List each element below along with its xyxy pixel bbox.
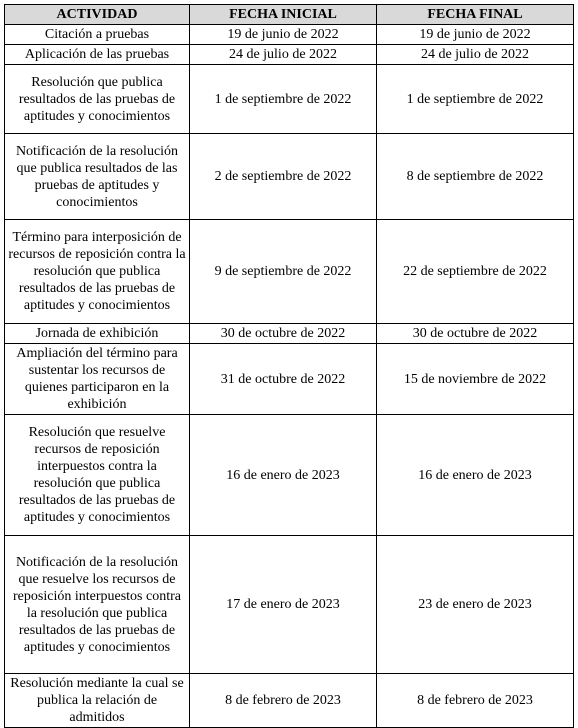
start-date-cell: 24 de julio de 2022 [190, 45, 377, 65]
end-date-cell: 23 de enero de 2023 [377, 536, 574, 674]
start-date-cell: 9 de septiembre de 2022 [190, 220, 377, 324]
activity-cell: Resolución que publica resultados de las pruebas de aptitudes y conocimientos [5, 65, 190, 134]
activity-cell: Citación a pruebas [5, 25, 190, 45]
start-date-cell: 1 de septiembre de 2022 [190, 65, 377, 134]
table-row [5, 134, 574, 220]
end-date-cell: 8 de febrero de 2023 [377, 674, 574, 728]
header-fecha-final: FECHA FINAL [377, 5, 574, 25]
table-row [5, 415, 574, 536]
table-header-row [5, 5, 574, 25]
start-date-cell: 8 de febrero de 2023 [190, 674, 377, 728]
activity-cell: Ampliación del término para sustentar los recursos de quienes participaron en la exhibición [5, 344, 190, 415]
end-date-cell: 24 de julio de 2022 [377, 45, 574, 65]
table-row [5, 674, 574, 728]
table-row [5, 344, 574, 415]
end-date-cell: 15 de noviembre de 2022 [377, 344, 574, 415]
activity-cell: Término para interposición de recursos de reposición contra la resolución que publica resultados de las pruebas de aptitudes y conocimientos [5, 220, 190, 324]
table-row [5, 536, 574, 674]
table-row [5, 65, 574, 134]
end-date-cell: 30 de octubre de 2022 [377, 324, 574, 344]
schedule-table [4, 4, 574, 728]
start-date-cell: 30 de octubre de 2022 [190, 324, 377, 344]
activity-cell: Jornada de exhibición [5, 324, 190, 344]
start-date-cell: 16 de enero de 2023 [190, 415, 377, 536]
activity-cell: Notificación de la resolución que resuelve los recursos de reposición interpuestos contra la resolución que publica resultados de las pruebas de aptitudes y conocimientos [5, 536, 190, 674]
table-row [5, 324, 574, 344]
end-date-cell: 16 de enero de 2023 [377, 415, 574, 536]
table-row [5, 45, 574, 65]
end-date-cell: 1 de septiembre de 2022 [377, 65, 574, 134]
activity-cell: Notificación de la resolución que publica resultados de las pruebas de aptitudes y conocimientos [5, 134, 190, 220]
table-row [5, 220, 574, 324]
start-date-cell: 31 de octubre de 2022 [190, 344, 377, 415]
activity-cell: Aplicación de las pruebas [5, 45, 190, 65]
activity-cell: Resolución mediante la cual se publica la relación de admitidos [5, 674, 190, 728]
end-date-cell: 19 de junio de 2022 [377, 25, 574, 45]
end-date-cell: 22 de septiembre de 2022 [377, 220, 574, 324]
start-date-cell: 17 de enero de 2023 [190, 536, 377, 674]
start-date-cell: 2 de septiembre de 2022 [190, 134, 377, 220]
activity-cell: Resolución que resuelve recursos de reposición interpuestos contra la resolución que publica resultados de las pruebas de aptitudes y conocimientos [5, 415, 190, 536]
start-date-cell: 19 de junio de 2022 [190, 25, 377, 45]
end-date-cell: 8 de septiembre de 2022 [377, 134, 574, 220]
header-fecha-inicial: FECHA INICIAL [190, 5, 377, 25]
header-actividad: ACTIVIDAD [5, 5, 190, 25]
table-row [5, 25, 574, 45]
